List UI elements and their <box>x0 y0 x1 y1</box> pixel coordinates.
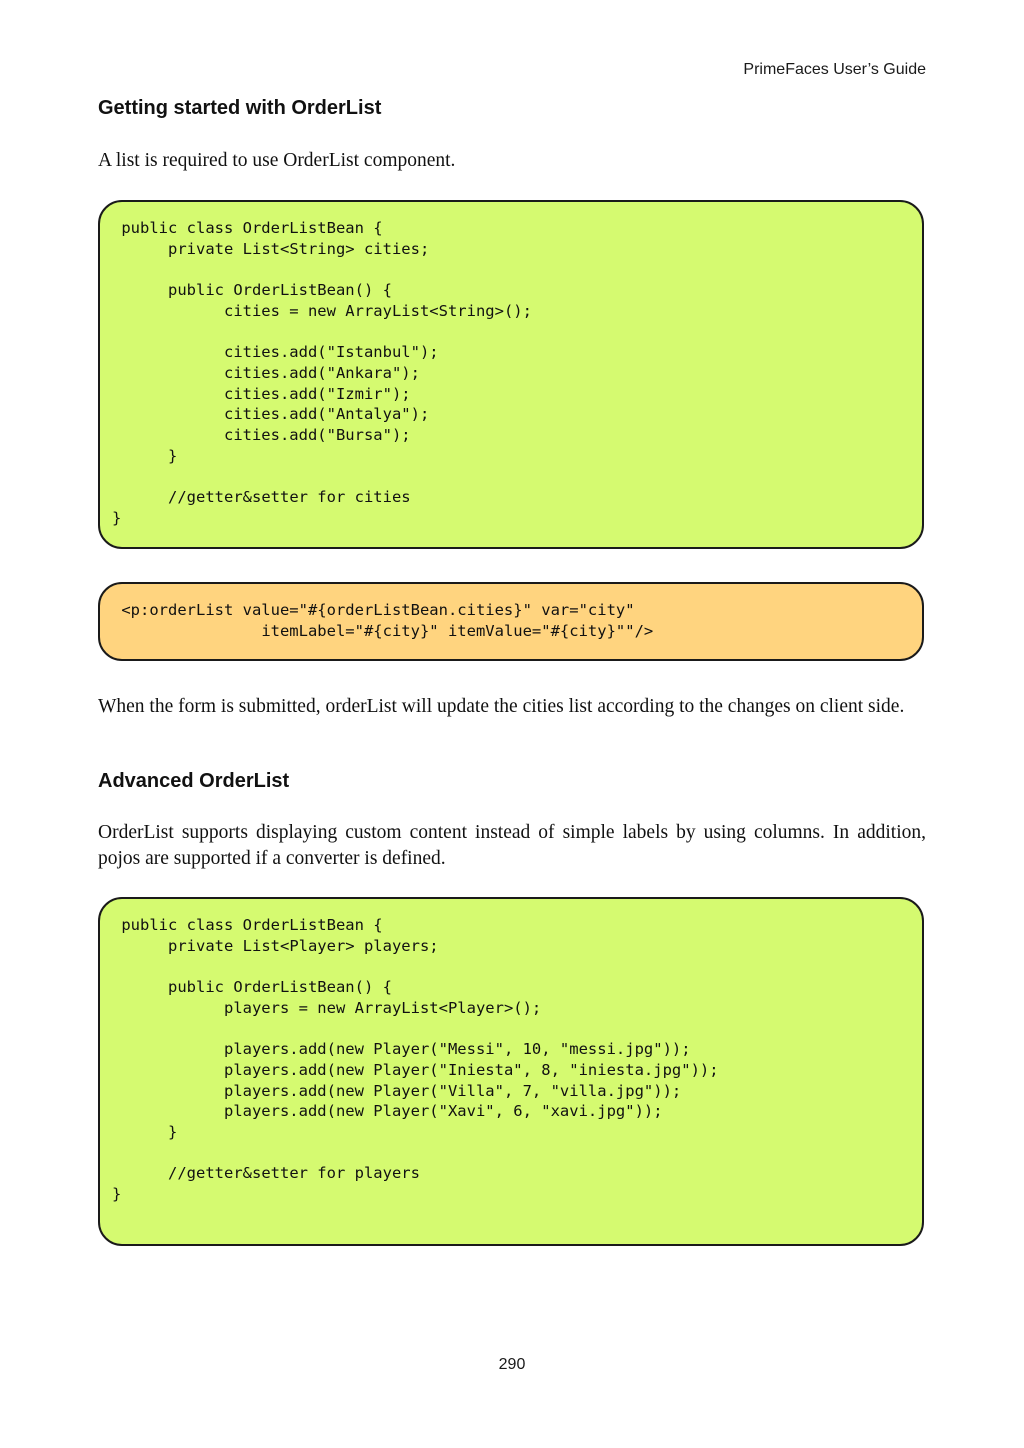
java-code-players: public class OrderListBean { private List<Player> players; public OrderListBean() { players = new ArrayList<Player>(); players.add(new Player("Messi", 10, "messi.jpg")); players.add(new Player("Iniesta", 8, "iniesta.jpg")); players.add(new Player("Villa", 7, "villa.jpg")); players.add(new Player("Xavi", 6, "xavi.jpg")); } //getter&setter for players } <box>112 916 719 1204</box>
section-heading-advanced: Advanced OrderList <box>98 770 290 792</box>
java-code-cities: public class OrderListBean { private List<String> cities; public OrderListBean() { cities = new ArrayList<String>(); cities.add("Istanbul"); cities.add("Ankara"); cities.add("Izmir"); cities.add("Antalya"); cities.add("Bursa"); } //getter&setter for cities } <box>112 219 532 527</box>
submit-description-paragraph: When the form is submitted, orderList will update the cities list according to the changes on client side. <box>98 696 905 717</box>
intro-paragraph: A list is required to use OrderList component. <box>98 150 456 171</box>
advanced-intro-paragraph: OrderList supports displaying custom content instead of simple labels by using columns. In addition, pojos are supported if a converter is defined. <box>98 822 926 869</box>
xhtml-code-block-orderlist <box>98 582 924 661</box>
xhtml-code-orderlist: <p:orderList value="#{orderListBean.cities}" var="city" itemLabel="#{city}" itemValue="#{city}""/> <box>121 601 654 640</box>
java-code-block-players <box>98 897 924 1246</box>
java-code-block-cities <box>98 200 924 549</box>
page-number: 290 <box>498 1356 526 1373</box>
section-heading-getting-started: Getting started with OrderList <box>98 97 382 119</box>
running-header: PrimeFaces User’s Guide <box>743 61 926 78</box>
